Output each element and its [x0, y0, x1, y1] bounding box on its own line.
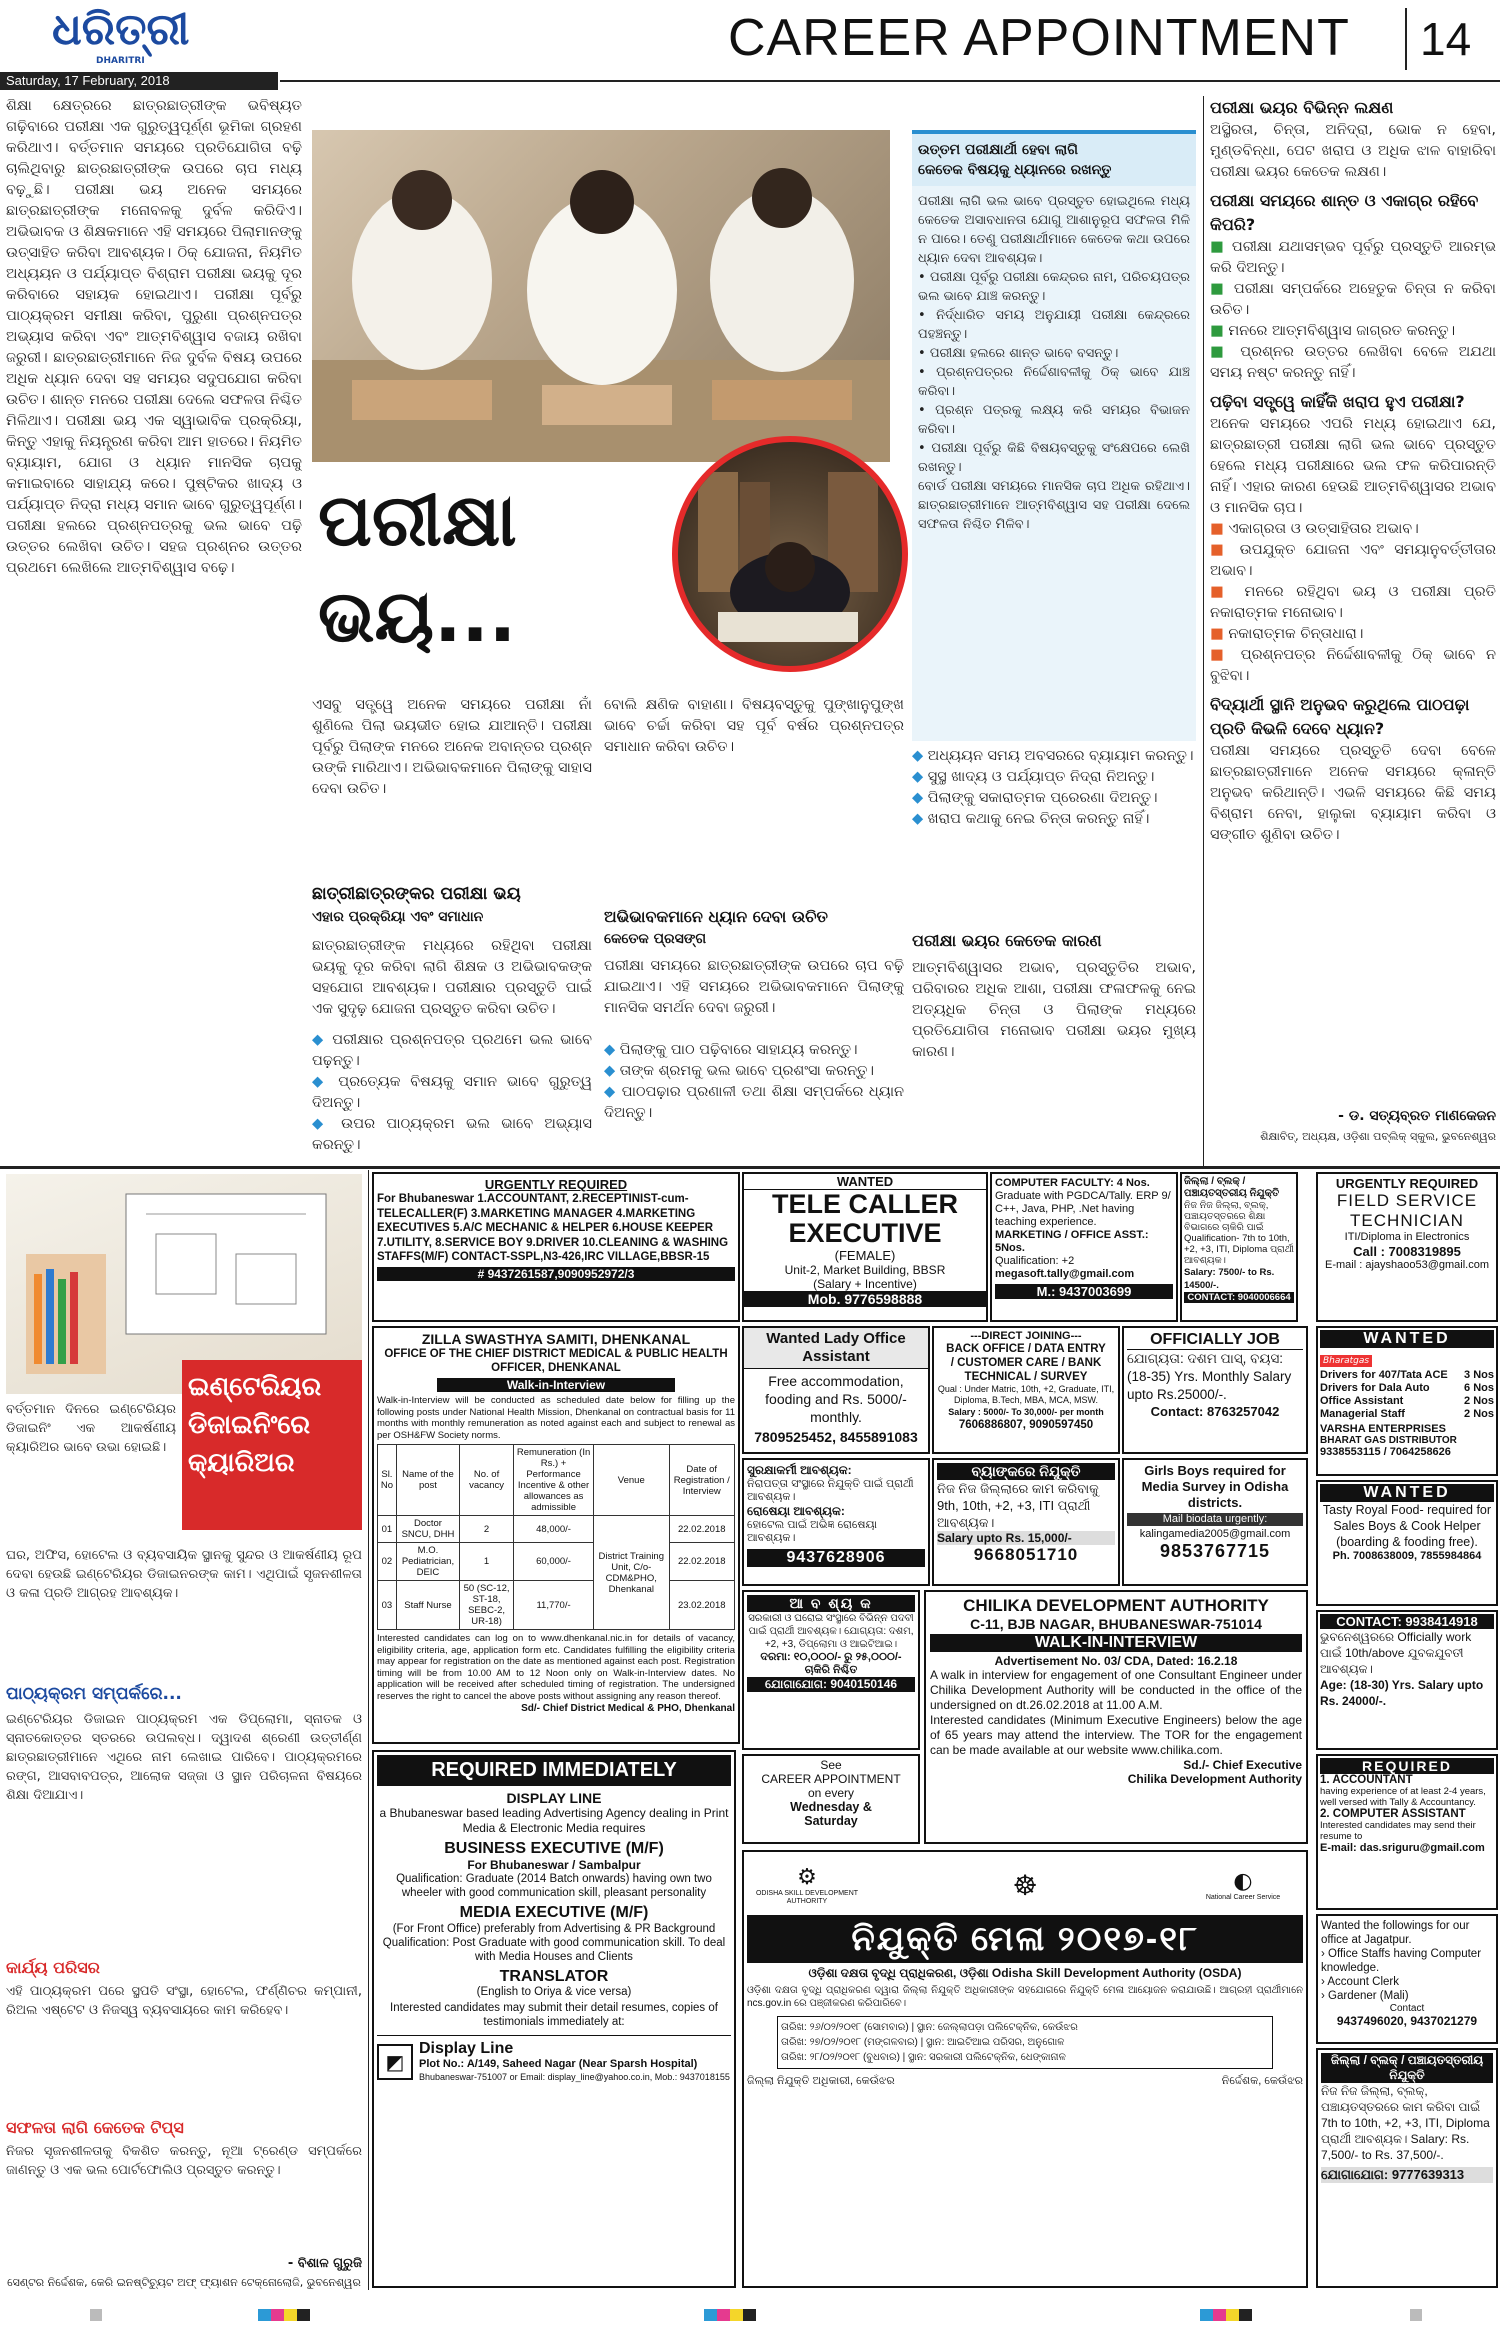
tips-heading: ସଫଳତା ଲାଗି କେତେକ ଟିପ୍ସ — [6, 2118, 184, 2137]
display-line-logo-icon: ◩ — [377, 2044, 413, 2080]
feature-headline — [318, 472, 678, 664]
bullet-item: ◆ ସୁସ୍ଥ ଖାଦ୍ୟ ଓ ପର୍ଯ୍ୟାପ୍ତ ନିଦ୍ରା ନିଅନ୍ତୁ। — [912, 769, 1155, 785]
ad-bank-job: ବ୍ୟାଙ୍କରେ ନିଯୁକ୍ତି ନିଜ ନିଜ ଜିଲ୍ଲାରେ କାମ କରିବାକୁ 9th, 10th, +2, +3, ITI ପ୍ରାର୍ଥୀ ଆବଶ୍ୟକ। Salary upto Rs. 15,000/- 9668051710 — [932, 1458, 1120, 1586]
ad-bharat-gas: WANTED Bharatgas Drivers for 407/Tata ACE 3 Nos Drivers for Dala Auto 6 Nos Office Assistant 2 Nos Managerial Staff 2 Nos VARSHA ENTERPRISES BHARAT GAS DISTRIBUTOR 9338553115 / 7064258626 — [1316, 1326, 1498, 1476]
ad-security-cook: ସୁରକ୍ଷାକର୍ମୀ ଆବଶ୍ୟକ: ନିରାପତ୍ତା ସଂସ୍ଥାରେ ନିଯୁକ୍ତି ପାଇଁ ପ୍ରାର୍ଥୀ ଆବଶ୍ୟକ। ରୋଷେୟା ଆବଶ୍ୟକ: ହୋଟେଲ ପାଇଁ ଅଭିଜ୍ଞ ରୋଷେୟା ଆବଶ୍ୟକ। 9437628906 — [742, 1458, 930, 1586]
ad-tasty-royal: WANTED Tasty Royal Food- required for Sales Boys & Cook Helper (boarding & fooding free). Ph. 7008638009, 7855984864 — [1316, 1480, 1498, 1606]
logo-sub: DHARITRI — [96, 56, 145, 66]
sidebar-item: • ପରୀକ୍ଷା ପୂର୍ବରୁ କିଛି ବିଷୟବସ୍ତୁକୁ ସଂକ୍ଷେପରେ ଲେଖି ରଖନ୍ତୁ। — [918, 441, 1190, 475]
interior-author: - ବିଶାଳ ଗୁରୁଜି — [287, 2256, 362, 2271]
ad-chilika: CHILIKA DEVELOPMENT AUTHORITY C-11, BJB NAGAR, BHUBANESWAR-751014 WALK-IN-INTERVIEW Advertisement No. 03/ CDA, Dated: 16.2.18 A walk in interview for engagement of one Consultant Engineer under Chilika Development Authority will be conducted in the office of the undersigned on dt.26.02.2018 at 11.00 A.M. Interested candidates (Minimum Executive Engineers) below the age of 65 years may attend the interview. The TOR for the engagement can be made available at our website www.chilika.com. Sd./- Chief Executive Chilika Development Authority — [924, 1590, 1308, 1844]
bharatgas-logo: Bharatgas — [1320, 1355, 1372, 1367]
headline-line2: ଭୟ... — [318, 574, 517, 658]
feature-left-column: ଶିକ୍ଷା କ୍ଷେତ୍ରରେ ଛାତ୍ରଛାତ୍ରୀଙ୍କ ଭବିଷ୍ୟତ ଗଢ଼ିବାରେ ପରୀକ୍ଷା ଏକ ଗୁରୁତ୍ୱପୂର୍ଣ୍ଣ ଭୂମିକା ଗ୍ରହଣ କରିଥାଏ। ବର୍ତ୍ତମାନ ସମୟରେ ପ୍ରତିଯୋଗିତା ବଢ଼ି ଚାଲିଥିବାରୁ ଛାତ୍ରଛାତ୍ରୀଙ୍କ ଉପରେ ଚାପ ମଧ୍ୟ ବଢ଼ୁଛି। ପରୀକ୍ଷା ଭୟ ଅନେକ ସମୟରେ ଛାତ୍ରଛାତ୍ରୀଙ୍କ ମନୋବଳକୁ ଦୁର୍ବଳ କରିଦିଏ। ଅଭିଭାବକ ଓ ଶିକ୍ଷକମାନେ ଏହି ସମୟରେ ପିଲାମାନଙ୍କୁ ଉତ୍ସାହିତ କରିବା ଆବଶ୍ୟକ। ଠିକ୍ ଯୋଜନା, ନିୟମିତ ଅଧ୍ୟୟନ ଓ ପର୍ଯ୍ୟାପ୍ତ ବିଶ୍ରାମ ପରୀକ୍ଷା ଭୟକୁ ଦୂର କରିବାରେ ସହାୟକ ହୋଇଥାଏ। ପରୀକ୍ଷା ପୂର୍ବରୁ ପାଠ୍ୟକ୍ରମ ସମୀକ୍ଷା କରିବା, ପୁରୁଣା ପ୍ରଶ୍ନପତ୍ର ଅଭ୍ୟାସ କରିବା ଏବଂ ଆତ୍ମବିଶ୍ୱାସ ବଜାୟ ରଖିବା ଜରୁରୀ। ଛାତ୍ରଛାତ୍ରୀମାନେ ନିଜ ଦୁର୍ବଳ ବିଷୟ ଉପରେ ଅଧିକ ଧ୍ୟାନ ଦେବା ସହ ସମୟର ସଦୁପଯୋଗ କରିବା ଉଚିତ। ଶାନ୍ତ ମନରେ ପରୀକ୍ଷା ଦେଲେ ସଫଳତା ନିଶ୍ଚିତ ମିଳିଥାଏ। ପରୀକ୍ଷା ଭୟ ଏକ ସ୍ୱାଭାବିକ ପ୍ରକ୍ରିୟା, କିନ୍ତୁ ଏହାକୁ ନିୟନ୍ତ୍ରଣ କରିବା ଆମ ହାତରେ। ନିୟମିତ ବ୍ୟାୟାମ, ଯୋଗ ଓ ଧ୍ୟାନ ମାନସିକ ଚାପକୁ କମାଇବାରେ ସାହାଯ୍ୟ କରେ। ପୁଷ୍ଟିକର ଖାଦ୍ୟ ଓ ପର୍ଯ୍ୟାପ୍ତ ନିଦ୍ରା ମଧ୍ୟ ସମାନ ଭାବେ ଗୁରୁତ୍ୱପୂର୍ଣ୍ଣ। ପରୀକ୍ଷା ହଲରେ ପ୍ରଶ୍ନପତ୍ରକୁ ଭଲ ଭାବେ ପଢ଼ି ଉତ୍ତର ଲେଖିବା ଉଚିତ। ସହଜ ପ୍ରଶ୍ନର ଉତ୍ତର ପ୍ରଥମେ ଲେଖିଲେ ଆତ୍ମବିଶ୍ୱାସ ବଢ଼େ। — [6, 98, 302, 576]
print-registration-marks — [0, 2305, 1500, 2325]
interior-author-sub: ସେଣ୍ଟର ନିର୍ଦ୍ଦେଶକ, କେରି ଇନଷ୍ଟିଚ୍ୟୁଟ ଅଫ୍ ଫ୍ୟାଶନ ଟେକ୍ନୋଲୋଜି, ଭୁବନେଶ୍ୱର — [7, 2276, 361, 2289]
table-row: 02 M.O. Pediatrician, DEIC 1 60,000/- 22.02.2018 — [378, 1543, 735, 1581]
sidebar-item: • ପରୀକ୍ଷା ପୂର୍ବରୁ ପରୀକ୍ଷା କେନ୍ଦ୍ରର ନାମ, ପରିଚୟପତ୍ର ଭଲ ଭାବେ ଯାଞ୍ଚ କରନ୍ତୁ। — [918, 270, 1190, 304]
section-title: CAREER APPOINTMENT — [728, 9, 1350, 67]
list-item: › Gardener (Mali) — [1321, 1990, 1409, 2002]
ad-awashyak: ଆ ବ ଶ୍ୟ କ ସରକାରୀ ଓ ଘରୋଇ ସଂସ୍ଥାରେ ବିଭିନ୍ନ ପଦବୀ ପାଇଁ ପ୍ରାର୍ଥୀ ଆବଶ୍ୟକ। ଯୋଗ୍ୟତା: ଦଶମ, +2, +3, ଡିପ୍ଲୋମା ଓ ଆଇଟିଆଇ। ଦରମା: ୧୦,୦୦୦/- ରୁ ୨୫,୦୦୦/- ଚାକିରି ନିଶ୍ଚିତ ଯୋଗାଯୋଗ: 9040150146 — [742, 1590, 920, 1750]
students-illustration — [312, 130, 890, 462]
ncs-icon: ◐ — [1233, 1868, 1253, 1894]
list-item: Drivers for 407/Tata ACE 3 Nos — [1320, 1369, 1494, 1381]
bullet-item: ◆ ଉପର ପାଠ୍ୟକ୍ରମ ଭଲ ଭାବେ ଅଭ୍ୟାସ କରନ୍ତୁ। — [312, 1116, 592, 1153]
ad-required-immediately: REQUIRED IMMEDIATELY DISPLAY LINE a Bhubaneswar based leading Advertising Agency dealing in Print Media & Electronic Media requires BUSINESS EXECUTIVE (M/F) For Bhubaneswar / Sambalpur Qualification: Graduate (2014 Batch onwards) having own two wheeler with good communication skill, pleasant personality MEDIA EXECUTIVE (M/F) (For Front Office) preferably from Advertising & PR Background Qualification: Post Graduate with good communication skill. To deal with Media Houses and Clients TRANSLATOR (English to Oriya & vice versa) Interested candidates may submit their detail resumes, copies of testimonials immediately at: ◩ Display Line Plot No.: A/149, Saheed Nagar (Near Sparsh Hospital) Bhubaneswar-751007 or Email: display_line@yahoo.co.in, Mob.: 9437018155 — [372, 1750, 736, 2288]
list-item: Managerial Staff 2 Nos — [1320, 1408, 1494, 1420]
bullet-item: ■ ଏକାଗ୍ରତା ଓ ଉତ୍ସାହିତାର ଅଭାବ। — [1210, 521, 1419, 537]
interior-body: ଘର, ଅଫିସ, ହୋଟେଲ ଓ ବ୍ୟବସାୟିକ ସ୍ଥାନକୁ ସୁନ୍ଦର ଓ ଆକର୍ଷଣୀୟ ରୂପ ଦେବା ହେଉଛି ଇଣ୍ଟେରିୟର ଡିଜାଇନରଙ୍କ କାମ। ଏଥିପାଇଁ ସୃଜନଶୀଳତା ଓ କଳା ପ୍ରତି ଆଗ୍ରହ ଆବଶ୍ୟକ। — [6, 1548, 362, 1601]
bullet-item: ■ ମନରେ ଆତ୍ମବିଶ୍ୱାସ ଜାଗ୍ରତ କରନ୍ତୁ। — [1210, 323, 1456, 339]
right-column: ପରୀକ୍ଷା ଭୟର ବିଭିନ୍ନ ଲକ୍ଷଣ ଅସ୍ଥିରତା, ଚିନ୍ତା, ଅନିଦ୍ରା, ଭୋକ ନ ହେବା, ମୁଣ୍ଡବିନ୍ଧା, ପେଟ ଖରାପ ଓ ଅଧିକ ଝାଳ ବାହାରିବା ପରୀକ୍ଷା ଭୟର କେତେକ ଲକ୍ଷଣ। ପରୀକ୍ଷା ସମୟରେ ଶାନ୍ତ ଓ ଏକାଗ୍ର ରହିବେ କିପରି? ■ ପରୀକ୍ଷା ଯଥାସମ୍ଭବ ପୂର୍ବରୁ ପ୍ରସ୍ତୁତି ଆରମ୍ଭ କରି ଦିଅନ୍ତୁ। ■ ପରୀକ୍ଷା ସମ୍ପର୍କରେ ଅହେତୁକ ଚିନ୍ତା ନ କରିବା ଉଚିତ। ■ ମନରେ ଆତ୍ମବିଶ୍ୱାସ ଜାଗ୍ରତ କରନ୍ତୁ। ■ ପ୍ରଶ୍ନର ଉତ୍ତର ଲେଖିବା ବେଳେ ଅଯଥା ସମୟ ନଷ୍ଟ କରନ୍ତୁ ନାହିଁ। ପଢ଼ିବା ସତ୍ତ୍ୱେ କାହିଁକି ଖରାପ ହୁଏ ପରୀକ୍ଷା? ଅନେକ ସମୟରେ ଏପରି ମଧ୍ୟ ହୋଇଥାଏ ଯେ, ଛାତ୍ରଛାତ୍ରୀ ପରୀକ୍ଷା ଲାଗି ଭଲ ଭାବେ ପ୍ରସ୍ତୁତ ହେଲେ ମଧ୍ୟ ପରୀକ୍ଷାରେ ଭଲ ଫଳ କରିପାରନ୍ତି ନାହିଁ। ଏହାର କାରଣ ହେଉଛି ଆତ୍ମବିଶ୍ୱାସର ଅଭାବ ଓ ମାନସିକ ଚାପ। ■ ଏକାଗ୍ରତା ଓ ଉତ୍ସାହିତାର ଅଭାବ। ■ ଉପଯୁକ୍ତ ଯୋଜନା ଏବଂ ସମୟାନୁବର୍ତ୍ତୀତାର ଅଭାବ। ■ ମନରେ ରହିଥିବା ଭୟ ଓ ପରୀକ୍ଷା ପ୍ରତି ନକାରାତ୍ମକ ମନୋଭାବ। ■ ନକାରାତ୍ମକ ଚିନ୍ତାଧାରା। ■ ପ୍ରଶ୍ନପତ୍ର ନିର୍ଦ୍ଦେଶାବଳୀକୁ ଠିକ୍ ଭାବେ ନ ବୁଝିବା। ବିଦ୍ୟାର୍ଥୀ ସ୍ଥାନି ଅନୁଭବ କରୁଥିଲେ ପାଠପଢ଼ା ପ୍ରତି କିଭଳି ଦେବେ ଧ୍ୟାନ? ପରୀକ୍ଷା ସମୟରେ ପ୍ରସ୍ତୁତି ଦେବା ବେଳେ ଛାତ୍ରଛାତ୍ରୀମାନେ ଅନେକ ସମୟରେ କ୍ଳାନ୍ତି ଅନୁଭବ କରିଥାନ୍ତି। ଏଭଳି ସମୟରେ କିଛି ସମୟ ବିଶ୍ରାମ ନେବା, ହାଲୁକା ବ୍ୟାୟାମ କରିବା ଓ ସଙ୍ଗୀତ ଶୁଣିବା ଉଚିତ। — [1210, 98, 1496, 843]
ad-officially-job: OFFICIALLY JOB ଯୋଗ୍ୟତା: ଦଶମ ପାସ୍, ବୟସ: (18-35) Yrs. Monthly Salary upto Rs.25000/-. Contact: 8763257042 — [1122, 1326, 1308, 1454]
list-item: ତାରିଖ: ୨୬/୦୨/୨୦୧୮ (ସୋମବାର) | ସ୍ଥାନ: ଜେଲ୍ଲାପଡ଼ା ପଲିଟେକ୍ନିକ, କେଉଁଝର — [781, 2022, 1078, 2033]
bullet-item: ◆ ତାଙ୍କ ଶ୍ରମକୁ ଭଲ ଭାବେ ପ୍ରଶଂସା କରନ୍ତୁ। — [604, 1063, 874, 1079]
ad-media-survey: Girls Boys required for Media Survey in Odisha districts. Mail biodata urgently: kalingamedia2005@gmail.com 9853767715 — [1122, 1458, 1308, 1586]
bullet-item: ■ ନକାରାତ୍ମକ ଚିନ୍ତାଧାରା। — [1210, 626, 1364, 642]
list-item: ତାରିଖ: ୨୮/୦୨/୨୦୧୮ (ବୁଧବାର) | ସ୍ଥାନ: ସରକାରୀ ପଲିଟେକ୍ନିକ, ଧେଙ୍କାନାଳ — [781, 2052, 1066, 2063]
course-heading: ପାଠ୍ୟକ୍ରମ ସମ୍ପର୍କରେ... — [6, 1684, 182, 1704]
feature-mid-col-a: ଏସବୁ ସତ୍ତ୍ୱେ ଅନେକ ସମୟରେ ପରୀକ୍ଷା ନାଁ ଶୁଣିଲେ ପିଲା ଭୟଭୀତ ହୋଇ ଯାଆନ୍ତି। ପରୀକ୍ଷା ପୂର୍ବରୁ ପିଲାଙ୍କ ମନରେ ଅନେକ ଅବାନ୍ତର ପ୍ରଶ୍ନ ଉଙ୍କି ମାରିଥାଏ। ଅଭିଭାବକମାନେ ପିଲାଙ୍କୁ ସାହାସ ଦେବା ଉଚିତ। — [312, 697, 592, 797]
ad-zilla-panchayat: ଜିଲ୍ଲା / ବ୍ଲକ୍ / ପଞ୍ଚାୟତସ୍ତରୀୟ ନିଯୁକ୍ତି ନିଜ ନିଜ ଜିଲ୍ଲା, ବ୍ଲକ୍, ପଞ୍ଚାୟତସ୍ତରରେ କାମ କରିବା ପାଇଁ 7th to 10th, +2, +3, ITI, Diploma ପ୍ରାର୍ଥୀ ଆବଶ୍ୟକ। Salary: Rs. 7,500/- to Rs. 37,500/-. ଯୋଗାଯୋଗ: 9777639313 — [1316, 2048, 1498, 2288]
list-item: Office Assistant 2 Nos — [1320, 1395, 1494, 1407]
ad-tele-caller: WANTED TELE CALLER EXECUTIVE (FEMALE) Unit-2, Market Building, BBSR (Salary + Incentive) Mob. 9776598888 — [742, 1172, 988, 1322]
sidebar-title: ଉତ୍ତମ ପରୀକ୍ଷାର୍ଥୀ ହେବା ଲାଗି କେତେକ ବିଷୟକୁ ଧ୍ୟାନରେ ରଖନ୍ତୁ — [912, 130, 1196, 186]
bullet-item: ◆ ଅଧ୍ୟୟନ ସମୟ ଅବସରରେ ବ୍ୟାୟାମ କରନ୍ତୁ। — [912, 748, 1194, 764]
ad-field-service: URGENTLY REQUIRED FIELD SERVICE TECHNICIAN ITI/Diploma in Electronics Call : 7008319895 E-mail : ajayshaoo53@gmail.com — [1316, 1172, 1498, 1322]
feature-mid-col-b: ବୋଲି କ୍ଷଣିକ ବାହାଣା। ବିଷୟବସ୍ତୁକୁ ପୁଙ୍ଖାନୁପୁଙ୍ଖ ଭାବେ ଚର୍ଚ୍ଚା କରିବା ସହ ପୂର୍ବ ବର୍ଷର ପ୍ରଶ୍ନପତ୍ର ସମାଧାନ କରିବା ଉଚିତ। — [604, 697, 904, 755]
date-bar: Saturday, 17 February, 2018 — [0, 72, 278, 90]
ad-urgently-required: URGENTLY REQUIRED For Bhubaneswar 1.ACCOUNTANT, 2.RECEPTINIST-cum-TELECALLER(F) 3.MARKETING MANAGER 4.MARKETING EXECUTIVES 5.A/C MECHANIC & HELPER 6.HOUSE KEEPER 7.UTILITY, 8.SERVICE BOY 9.DRIVER 10.CLEANING & WASHING STAFFS(M/F) CONTACT-SSPL,N3-426,IRC VILLAGE,BBSR-15 # 9437261587,9090952972/3 — [372, 1172, 740, 1322]
ad-see-career: See CAREER APPOINTMENT on every Wednesday & Saturday — [742, 1754, 920, 1844]
table-row: 01 Doctor SNCU, DHH 2 48,000/- District Training Unit, C/o-CDM&PHO, Dhenkanal 22.02.2018 — [378, 1516, 735, 1543]
sidebar-item: • ପ୍ରଶ୍ନ ପତ୍ରକୁ ଲକ୍ଷ୍ୟ କରି ସମୟର ବିଭାଜନ କରିବା। — [918, 403, 1190, 437]
sidebar-item: • ପ୍ରଶ୍ନପତ୍ରର ନିର୍ଦ୍ଦେଶାବଳୀକୁ ଠିକ୍ ଭାବେ ଯାଞ୍ଚ କରିବା। — [918, 365, 1190, 399]
studying-girl-illustration — [678, 442, 902, 666]
bullet-item: ■ ପ୍ରଶ୍ନର ଉତ୍ତର ଲେଖିବା ବେଳେ ଅଯଥା ସମୟ ନଷ୍ଟ କରନ୍ତୁ ନାହିଁ। — [1210, 344, 1496, 381]
bullet-item: ◆ ପ୍ରତ୍ୟେକ ବିଷୟକୁ ସମାନ ଭାବେ ଗୁରୁତ୍ୱ ଦିଅନ୍ତୁ। — [312, 1074, 592, 1111]
logo: ଧରିତ୍ରୀ — [52, 4, 190, 55]
bullet-item: ■ ଉପଯୁକ୍ତ ଯୋଜନା ଏବଂ ସମୟାନୁବର୍ତ୍ତୀତାର ଅଭାବ। — [1210, 542, 1496, 579]
vacancy-table: Sl. No Name of the post No. of vacancy Remuneration (In Rs.) + Performance Incentive & other allowances as admissible Venue Date of Registration / Interview 01 Doctor SNCU, DHH 2 48,000/- District Training Unit, C/o-CDM&PHO, Dhenkanal 22.02.2018 02 M.O. Pediatrician, DEIC 1 60,000/- 22.02.2018 03 Staff Nurse 50 (SC-12, ST-18, SEBC-2, UR-18) 11,770/- 23.02.2018 — [377, 1444, 735, 1630]
bullet-item: ◆ ପିଲାଙ୍କୁ ସକାରାତ୍ମକ ପ୍ରେରଣା ଦିଅନ୍ତୁ। — [912, 790, 1158, 806]
ad-computer-faculty: COMPUTER FACULTY: 4 Nos. Graduate with PGDCA/Tally. ERP 9/ C++, Java, PHP, .Net having teaching experience. MARKETING / OFFICE ASST.: 5Nos. Qualification: +2 megasoft.tally@gmail.com M.: 9437003699 — [990, 1172, 1178, 1322]
interior-lead: ବର୍ତ୍ତମାନ ଦିନରେ ଇଣ୍ଟେରିୟର ଡିଜାଇନିଂ ଏକ ଆକର୍ଷଣୀୟ କ୍ୟାରିଅର ଭାବେ ଉଭା ହୋଇଛି। — [6, 1402, 176, 1455]
list-item: ତାରିଖ: ୨୭/୦୨/୨୦୧୮ (ମଙ୍ଗଳବାର) | ସ୍ଥାନ: ଆଇଟିଆଇ ପରିସର, ଅନୁଗୋଳ — [781, 2037, 1065, 2048]
table-row: 03 Staff Nurse 50 (SC-12, ST-18, SEBC-2, UR-18) 11,770/- 23.02.2018 — [378, 1581, 735, 1630]
ad-contact-officially: CONTACT: 9938414918 ଭୁବନେଶ୍ୱରରେ Officially work ପାଇଁ 10th/above ଯୁବକଯୁବତୀ ଆବଶ୍ୟକ। Age: (18-30) Yrs. Salary upto Rs. 24000/-. — [1316, 1610, 1498, 1750]
bullet-item: ■ ପ୍ରଶ୍ନପତ୍ର ନିର୍ଦ୍ଦେଶାବଳୀକୁ ଠିକ୍ ଭାବେ ନ ବୁଝିବା। — [1210, 647, 1496, 684]
emblem-icon: ⚙ — [797, 1864, 817, 1890]
causes-heading: ପରୀକ୍ଷା ଭୟର କେତେକ କାରଣ — [912, 931, 1102, 950]
headline-line1: ପରୀକ୍ଷା — [318, 478, 517, 562]
ad-zilla-block-job: ଜିଲ୍ଲା / ବ୍ଲକ୍ / ପଞ୍ଚାୟତସ୍ତରୀୟ ନିଯୁକ୍ତି ନିଜ ନିଜ ଜିଲ୍ଲା, ବ୍ଲକ୍, ପଞ୍ଚାୟତସ୍ତରରେ ଶିକ୍ଷା ବିଭାଗରେ ଚାକିରି ପାଇଁ Qualification- 7th to 10th, +2, +3, ITI, Diploma ପ୍ରାର୍ଥୀ ଆବଶ୍ୟକ। Salary: 7500/- to Rs. 14500/-. CONTACT: 9040006664 — [1180, 1172, 1298, 1322]
sub1-heading: ଛାତ୍ରୀଛାତ୍ରଙ୍କର ପରୀକ୍ଷା ଭୟ ଏହାର ପ୍ରକ୍ରିୟା ଏବଂ ସମାଧାନ — [312, 884, 521, 925]
interior-title-box: ଇଣ୍ଟେରିୟର ଡିଜାଇନିଂରେ କ୍ୟାରିଅର — [182, 1360, 362, 1530]
bullets-a — [312, 1030, 592, 1156]
byline-sub: ଶିକ୍ଷାବିତ୍, ଅଧ୍ୟକ୍ଷ, ଓଡ଼ିଶା ପବ୍ଲିକ୍ ସ୍କୁଲ, ଭୁବନେଶ୍ୱର — [1260, 1130, 1496, 1143]
list-item: › Office Staffs having Computer knowledge. — [1321, 1948, 1482, 1974]
tips-text: ନିଜର ସୃଜନଶୀଳତାକୁ ବିକଶିତ କରନ୍ତୁ, ନୂଆ ଟ୍ରେଣ୍ଡ ସମ୍ପର୍କରେ ଜାଣନ୍ତୁ ଓ ଏକ ଭଲ ପୋର୍ଟଫୋଲିଓ ପ୍ରସ୍ତୁତ କରନ୍ତୁ। — [6, 2144, 362, 2178]
bullet-item: ◆ ଖରାପ କଥାକୁ ନେଇ ଚିନ୍ତା କରନ୍ତୁ ନାହିଁ। — [912, 811, 1150, 827]
sub2-text: ପରୀକ୍ଷା ସମୟରେ ଛାତ୍ରଛାତ୍ରୀଙ୍କ ଉପରେ ଚାପ ବଢ଼ି ଯାଇଥାଏ। ଏହି ସମୟରେ ଅଭିଭାବକମାନେ ପିଲାଙ୍କୁ ମାନସିକ ସମର୍ଥନ ଦେବା ଜରୁରୀ। — [604, 958, 904, 1016]
masthead — [0, 0, 1500, 92]
sub2-heading: ଅଭିଭାବକମାନେ ଧ୍ୟାନ ଦେବା ଉଚିତ କେତେକ ପ୍ରସଙ୍ଗ — [604, 907, 828, 947]
causes-text: ଆତ୍ମବିଶ୍ୱାସର ଅଭାବ, ପ୍ରସ୍ତୁତିର ଅଭାବ, ପରିବାରର ଅଧିକ ଆଶା, ପରୀକ୍ଷା ଫଳାଫଳକୁ ନେଇ ଅତ୍ୟଧିକ ଚିନ୍ତା ଓ ପିଲାଙ୍କ ମଧ୍ୟରେ ପ୍ରତିଯୋଗିତା ମନୋଭାବ ପରୀକ୍ଷା ଭୟର ମୁଖ୍ୟ କାରଣ। — [912, 960, 1196, 1060]
studying-photo — [672, 436, 908, 672]
ad-direct-joining: ---DIRECT JOINING--- BACK OFFICE / DATA ENTRY / CUSTOMER CARE / BANK TECHNICAL / SURVEY Qual : Under Matric, 10th, +2, Graduate, ITI, Diploma, B.Tech, MBA, MCA, MSW. Salary : 5000/- To 30,000/- per month 7606886807, 9090597450 — [932, 1326, 1120, 1454]
bullet-item: ■ ପରୀକ୍ଷା ଯଥାସମ୍ଭବ ପୂର୍ବରୁ ପ୍ରସ୍ତୁତି ଆରମ୍ଭ କରି ଦିଅନ୍ତୁ। — [1210, 239, 1496, 276]
bullet-item: ◆ ପାଠପଢ଼ାର ପ୍ରଣାଳୀ ତଥା ଶିକ୍ଷା ସମ୍ପର୍କରେ ଧ୍ୟାନ ଦିଅନ୍ତୁ। — [604, 1084, 904, 1121]
ad-required-accountant: REQUIRED 1. ACCOUNTANT having experience of at least 2-4 years, well versed with Tally & Accountancy. 2. COMPUTER ASSISTANT Interested candidates may send their resume to E-mail: das.sriguru@gmail.com — [1316, 1754, 1498, 1910]
sidebar-item: • ନିର୍ଦ୍ଧାରିତ ସମୟ ଅନୁଯାୟୀ ପରୀକ୍ଷା କେନ୍ଦ୍ରରେ ପହଞ୍ଚନ୍ତୁ। — [918, 308, 1190, 342]
list-item: Drivers for Dala Auto 6 Nos — [1320, 1382, 1494, 1394]
sidebar-bullets — [912, 746, 1196, 830]
ad-niyukti-mela: ⚙ ODISHA SKILL DEVELOPMENT AUTHORITY ☸ ◐ National Career Service ନିଯୁକ୍ତି ମେଳା ୨୦୧୭-୧୮ ଓଡ଼ିଶା ଦକ୍ଷତା ବୃଦ୍ଧି ପ୍ରାଧିକରଣ, ଓଡ଼ିଶା Odisha Skill Development Authority (OSDA) ଓଡ଼ିଶା ଦକ୍ଷତା ବୃଦ୍ଧି ପ୍ରାଧିକରଣ ଦ୍ୱାରା ଜିଲ୍ଲା ନିଯୁକ୍ତି ଅଧିକାରୀଙ୍କ ସହଯୋଗରେ ନିଯୁକ୍ତି ମେଳା ଆୟୋଜନ କରାଯାଉଛି। ଆଗ୍ରହୀ ପ୍ରାର୍ଥୀମାନେ ncs.gov.in ରେ ପଞ୍ଜୀକରଣ କରିପାରିବେ। ତାରିଖ: ୨୬/୦୨/୨୦୧୮ (ସୋମବାର) | ସ୍ଥାନ: ଜେଲ୍ଲାପଡ଼ା ପଲିଟେକ୍ନିକ, କେଉଁଝର ତାରିଖ: ୨୭/୦୨/୨୦୧୮ (ମଙ୍ଗଳବାର) | ସ୍ଥାନ: ଆଇଟିଆଇ ପରିସର, ଅନୁଗୋଳ ତାରିଖ: ୨୮/୦୨/୨୦୧୮ (ବୁଧବାର) | ସ୍ଥାନ: ସରକାରୀ ପଲିଟେକ୍ନିକ, ଧେଙ୍କାନାଳ ଜିଲ୍ଲା ନିଯୁକ୍ତି ଅଧିକାରୀ, କେଉଁଝର ନିର୍ଦ୍ଦେଶକ, କେଉଁଝର — [742, 1850, 1308, 2288]
tips-sidebar: ଉତ୍ତମ ପରୀକ୍ଷାର୍ଥୀ ହେବା ଲାଗି କେତେକ ବିଷୟକୁ ଧ୍ୟାନରେ ରଖନ୍ତୁ ପରୀକ୍ଷା ଲାଗି ଭଲ ଭାବେ ପ୍ରସ୍ତୁତ ହୋଇଥିଲେ ମଧ୍ୟ କେତେକ ଅସାବଧାନତା ଯୋଗୁ ଆଶାନୁରୂପ ସଫଳତା ମିଳି ନ ପାରେ। ତେଣୁ ପରୀକ୍ଷାର୍ଥୀମାନେ କେତେକ କଥା ଉପରେ ଧ୍ୟାନ ଦେବା ଆବଶ୍ୟକ। • ପରୀକ୍ଷା ପୂର୍ବରୁ ପରୀକ୍ଷା କେନ୍ଦ୍ରର ନାମ, ପରିଚୟପତ୍ର ଭଲ ଭାବେ ଯାଞ୍ଚ କରନ୍ତୁ। • ନିର୍ଦ୍ଧାରିତ ସମୟ ଅନୁଯାୟୀ ପରୀକ୍ଷା କେନ୍ଦ୍ରରେ ପହଞ୍ଚନ୍ତୁ। • ପରୀକ୍ଷା ହଲରେ ଶାନ୍ତ ଭାବେ ବସନ୍ତୁ। • ପ୍ରଶ୍ନପତ୍ରର ନିର୍ଦ୍ଦେଶାବଳୀକୁ ଠିକ୍ ଭାବେ ଯାଞ୍ଚ କରିବା। • ପ୍ରଶ୍ନ ପତ୍ରକୁ ଲକ୍ଷ୍ୟ କରି ସମୟର ବିଭାଜନ କରିବା। • ପରୀକ୍ଷା ପୂର୍ବରୁ କିଛି ବିଷୟବସ୍ତୁକୁ ସଂକ୍ଷେପରେ ଲେଖି ରଖନ୍ତୁ। ବୋର୍ଡ ପରୀକ୍ଷା ସମୟରେ ମାନସିକ ଚାପ ଅଧିକ ରହିଥାଏ। ଛାତ୍ରଛାତ୍ରୀମାନେ ଆତ୍ମବିଶ୍ୱାସ ସହ ପରୀକ୍ଷା ଦେଲେ ସଫଳତା ନିଶ୍ଚିତ ମିଳିବ। — [912, 130, 1196, 740]
bullet-item: ◆ ପରୀକ୍ଷାର ପ୍ରଶ୍ନପତ୍ର ପ୍ରଥମେ ଭଲ ଭାବେ ପଢ଼ନ୍ତୁ। — [312, 1032, 592, 1069]
bullets-b — [604, 1040, 904, 1124]
byline: - ଡ. ସତ୍ୟବ୍ରତ ମାଣକେଜନ — [1338, 1108, 1496, 1124]
bullet-item: ■ ମନରେ ରହିଥିବା ଭୟ ଓ ପରୀକ୍ଷା ପ୍ରତି ନକାରାତ୍ମକ ମନୋଭାବ। — [1210, 584, 1496, 621]
scope-text: ଏହି ପାଠ୍ୟକ୍ରମ ପରେ ସ୍ଥପତି ସଂସ୍ଥା, ହୋଟେଲ, ଫର୍ଣ୍ଣିଚର କମ୍ପାନୀ, ରିଅଲ ଏଷ୍ଟେଟ ଓ ନିଜସ୍ୱ ବ୍ୟବସାୟରେ କାମ କରିହେବ। — [6, 1984, 362, 2018]
scope-heading: କାର୍ଯ୍ୟ ପରିସର — [6, 1958, 100, 1977]
osda-logo: ⚙ ODISHA SKILL DEVELOPMENT AUTHORITY — [747, 1865, 867, 1906]
ad-lady-office-assistant: Wanted Lady Office Assistant Free accommodation, fooding and Rs. 5000/- monthly. 7809525452, 8455891083 — [742, 1326, 930, 1454]
bullet-item: ■ ପରୀକ୍ଷା ସମ୍ପର୍କରେ ଅହେତୁକ ଚିନ୍ତା ନ କରିବା ଉଚିତ। — [1210, 281, 1496, 318]
list-item: › Account Clerk — [1321, 1976, 1399, 1988]
bullet-item: ◆ ପିଲାଙ୍କୁ ପାଠ ପଢ଼ିବାରେ ସାହାଯ୍ୟ କରନ୍ତୁ। — [604, 1042, 858, 1058]
course-text: ଇଣ୍ଟେରିୟର ଡିଜାଇନ ପାଠ୍ୟକ୍ରମ ଏକ ଡିପ୍ଲୋମା, ସ୍ନାତକ ଓ ସ୍ନାତକୋତ୍ତର ସ୍ତରରେ ଉପଲବ୍ଧ। ଦ୍ୱାଦଶ ଶ୍ରେଣୀ ଉତ୍ତୀର୍ଣ୍ଣ ଛାତ୍ରଛାତ୍ରୀମାନେ ଏଥିରେ ନାମ ଲେଖାଇ ପାରିବେ। ପାଠ୍ୟକ୍ରମରେ ରଙ୍ଗ, ଆସବାବପତ୍ର, ଆଲୋକ ସଜ୍ଜା ଓ ସ୍ଥାନ ପରିଚାଳନା ବିଷୟରେ ଶିକ୍ଷା ଦିଆଯାଏ। — [6, 1712, 362, 1803]
lion-emblem-icon: ☸ — [1012, 1868, 1038, 1902]
ncs-logo: ◐ National Career Service — [1183, 1869, 1303, 1902]
exam-photo — [312, 130, 890, 462]
sub1-text: ଛାତ୍ରଛାତ୍ରୀଙ୍କ ମଧ୍ୟରେ ରହିଥିବା ପରୀକ୍ଷା ଭୟକୁ ଦୂର କରିବା ଲାଗି ଶିକ୍ଷକ ଓ ଅଭିଭାବକଙ୍କ ସହଯୋଗ ଆବଶ୍ୟକ। ପରୀକ୍ଷାର ପ୍ରସ୍ତୁତି ପାଇଁ ଏକ ସୁଦୃଢ଼ ଯୋଜନା ପ୍ରସ୍ତୁତ କରିବା ଉଚିତ। — [312, 938, 592, 1017]
page-number: 14 — [1420, 13, 1472, 65]
sidebar-item: • ପରୀକ୍ଷା ହଲରେ ଶାନ୍ତ ଭାବେ ବସନ୍ତୁ। — [918, 346, 1119, 361]
ad-zilla-swasthya: ZILLA SWASTHYA SAMITI, DHENKANAL OFFICE OF THE CHIEF DISTRICT MEDICAL & PUBLIC HEALTH OFFICER, DHENKANAL Walk-in-Interview Walk-in-Interview will be conducted as scheduled date below for filling up the following posts under National Health Mission, Dhenkanal on contractual basis for 11 months with monthly remuneration as noted against each and subject to renewal as per OSH&FW Society norms. Sl. No Name of the post No. of vacancy Remuneration (In Rs.) + Performance Incentive & other allowances as admissible Venue Date of Registration / Interview 01 Doctor SNCU, DHH 2 48,000/- District Training Unit, C/o-CDM&PHO, Dhenkanal 22.02.2018 02 M.O. Pediatrician, DEIC 1 60,000/- 22.02.2018 03 Staff Nurse 50 (SC-12, ST-18, SEBC-2, UR-18) 11,770/- 23.02.2018 Interested candidates can log on to www.dhenkanal.nic.in for details of vacancy, eligibility criteria, age, application form etc. Candidates fulfilling the eligibility criteria may appear for registration on the date as mentioned against each post. Registration timing will be from 10.00 AM to 12 Noon only on Walk-in-Interview dates. No application will be received after scheduled timing of registration. The undersigned reserves the right to cancel the above posts without assigning any reason thereof. Sd/- Chief District Medical & PHO, Dhenkanal — [372, 1326, 740, 1744]
ad-jagatpur: Wanted the followings for our office at Jagatpur. › Office Staffs having Computer knowledge. › Account Clerk › Gardener (Mali) Contact 9437496020, 9437021279 — [1316, 1914, 1498, 2044]
